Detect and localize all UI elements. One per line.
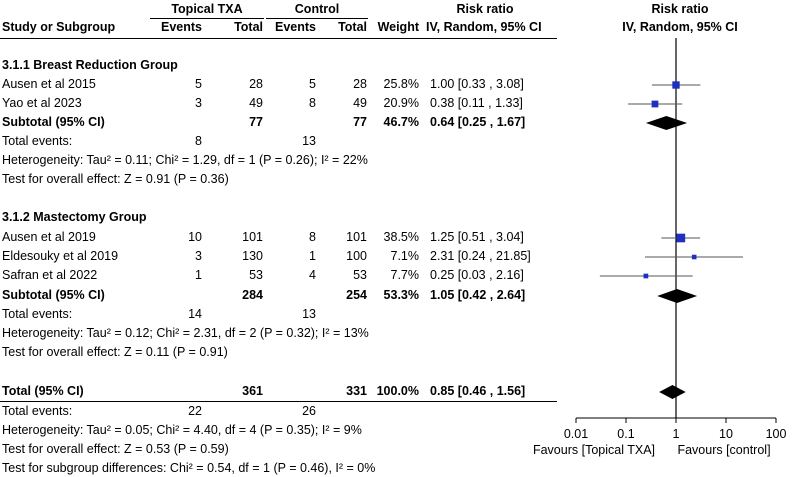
- subtotal-rr-ci: 0.64 [0.25 , 1.67]: [430, 115, 526, 129]
- total-events-label: Total events:: [2, 404, 73, 418]
- pooled-diamond: [659, 385, 686, 399]
- favours-right-label: Favours [control]: [677, 443, 771, 457]
- rr-ci-cell: 1.00 [0.33 , 3.08]: [430, 77, 524, 91]
- total-events2: 13: [302, 307, 316, 321]
- plot-column-title: Risk ratio: [651, 2, 709, 16]
- weight-cell: 20.9%: [383, 96, 419, 110]
- study-square: [652, 101, 659, 108]
- weight-cell: 7.7%: [390, 268, 419, 282]
- subgroup-title: 3.1.2 Mastectomy Group: [2, 210, 147, 224]
- subtotal-weight: 53.3%: [383, 288, 419, 302]
- events2-header: Events: [275, 20, 316, 34]
- weight-cell: 25.8%: [383, 77, 419, 91]
- events2-cell: 8: [309, 96, 316, 110]
- events1-cell: 3: [195, 249, 202, 263]
- group1-header: Topical TXA: [171, 2, 243, 16]
- total-rr-ci: 0.85 [0.46 , 1.56]: [430, 384, 526, 398]
- study-name: Eldesouky et al 2019: [2, 249, 119, 263]
- total2-cell: 100: [346, 249, 367, 263]
- subtotal-label: Subtotal (95% CI): [2, 115, 105, 129]
- total-events1: 14: [188, 307, 202, 321]
- events2-cell: 8: [309, 230, 316, 244]
- events1-cell: 10: [188, 230, 202, 244]
- heterogeneity-text: Heterogeneity: Tau² = 0.11; Chi² = 1.29, df = 1 (P = 0.26); I² = 22%: [2, 153, 368, 167]
- study-square: [644, 274, 649, 279]
- overall-effect-text: Test for overall effect: Z = 0.91 (P = 0.36): [2, 172, 229, 186]
- weight-cell: 38.5%: [383, 230, 419, 244]
- total-events1: 8: [195, 134, 202, 148]
- total1-cell: 130: [242, 249, 263, 263]
- total2-cell: 28: [353, 77, 367, 91]
- subtotal-total2: 77: [353, 115, 367, 129]
- events2-cell: 5: [309, 77, 316, 91]
- subtotal-total1: 284: [242, 288, 263, 302]
- total2-cell: 53: [353, 268, 367, 282]
- subtotal-total2: 254: [346, 288, 367, 302]
- rr-ci-cell: 1.25 [0.51 , 3.04]: [430, 230, 524, 244]
- events1-cell: 1: [195, 268, 202, 282]
- study-name: Ausen et al 2019: [2, 230, 96, 244]
- total1-cell: 101: [242, 230, 263, 244]
- study-square: [677, 234, 686, 243]
- events1-cell: 5: [195, 77, 202, 91]
- total-events2: 13: [302, 134, 316, 148]
- subtotal-rr-ci: 1.05 [0.42 , 2.64]: [430, 288, 526, 302]
- subtotal-weight: 46.7%: [383, 115, 419, 129]
- total-weight: 100.0%: [376, 384, 419, 398]
- plot-method-header: IV, Random, 95% CI: [622, 20, 738, 34]
- rr-ci-cell: 0.38 [0.11 , 1.33]: [430, 96, 523, 110]
- subgroup-differences-text: Test for subgroup differences: Chi² = 0.54, df = 1 (P = 0.46), I² = 0%: [2, 461, 376, 475]
- events2-cell: 4: [309, 268, 316, 282]
- events1-header: Events: [161, 20, 202, 34]
- total1-cell: 53: [249, 268, 263, 282]
- heterogeneity-text: Heterogeneity: Tau² = 0.12; Chi² = 2.31, df = 2 (P = 0.32); I² = 13%: [2, 326, 369, 340]
- total-heterogeneity-text: Heterogeneity: Tau² = 0.05; Chi² = 4.40, df = 4 (P = 0.35); I² = 9%: [2, 423, 362, 437]
- x-tick-label: 0.1: [617, 427, 635, 441]
- total2-cell: 49: [353, 96, 367, 110]
- study-square: [672, 81, 679, 88]
- subgroup-title: 3.1.1 Breast Reduction Group: [2, 58, 178, 72]
- study-name: Yao et al 2023: [2, 96, 82, 110]
- events1-cell: 3: [195, 96, 202, 110]
- x-tick-label: 0.01: [563, 427, 589, 441]
- total1-cell: 28: [249, 77, 263, 91]
- study-name: Ausen et al 2015: [2, 77, 96, 91]
- pooled-diamond: [657, 289, 697, 303]
- weight-cell: 7.1%: [390, 249, 419, 263]
- events2-cell: 1: [309, 249, 316, 263]
- rr-column-title: Risk ratio: [456, 2, 514, 16]
- total-events1: 22: [188, 404, 202, 418]
- total-label: Total (95% CI): [2, 384, 84, 398]
- favours-left-label: Favours [Topical TXA]: [532, 443, 656, 457]
- subtotal-total1: 77: [249, 115, 263, 129]
- total-events-label: Total events:: [2, 307, 73, 321]
- rr-method-header: IV, Random, 95% CI: [426, 20, 542, 34]
- rr-ci-cell: 2.31 [0.24 , 21.85]: [430, 249, 531, 263]
- group2-header: Control: [294, 2, 340, 16]
- rr-ci-cell: 0.25 [0.03 , 2.16]: [430, 268, 524, 282]
- total2-header: Total: [338, 20, 367, 34]
- total-events-label: Total events:: [2, 134, 73, 148]
- overall-effect-text: Test for overall effect: Z = 0.11 (P = 0.91): [2, 345, 228, 359]
- total-total2: 331: [346, 384, 367, 398]
- study-name: Safran et al 2022: [2, 268, 98, 282]
- total1-header: Total: [234, 20, 263, 34]
- study-column-header: Study or Subgroup: [2, 20, 116, 34]
- total1-cell: 49: [249, 96, 263, 110]
- subtotal-label: Subtotal (95% CI): [2, 288, 105, 302]
- pooled-diamond: [646, 116, 687, 130]
- total-total1: 361: [242, 384, 263, 398]
- x-tick-label: 10: [719, 427, 733, 441]
- total-events2: 26: [302, 404, 316, 418]
- total2-cell: 101: [346, 230, 367, 244]
- total-overall-effect-text: Test for overall effect: Z = 0.53 (P = 0.59): [2, 442, 229, 456]
- weight-header: Weight: [377, 20, 419, 34]
- x-tick-label: 1: [672, 427, 680, 441]
- study-square: [692, 255, 697, 260]
- x-tick-label: 100: [765, 427, 787, 441]
